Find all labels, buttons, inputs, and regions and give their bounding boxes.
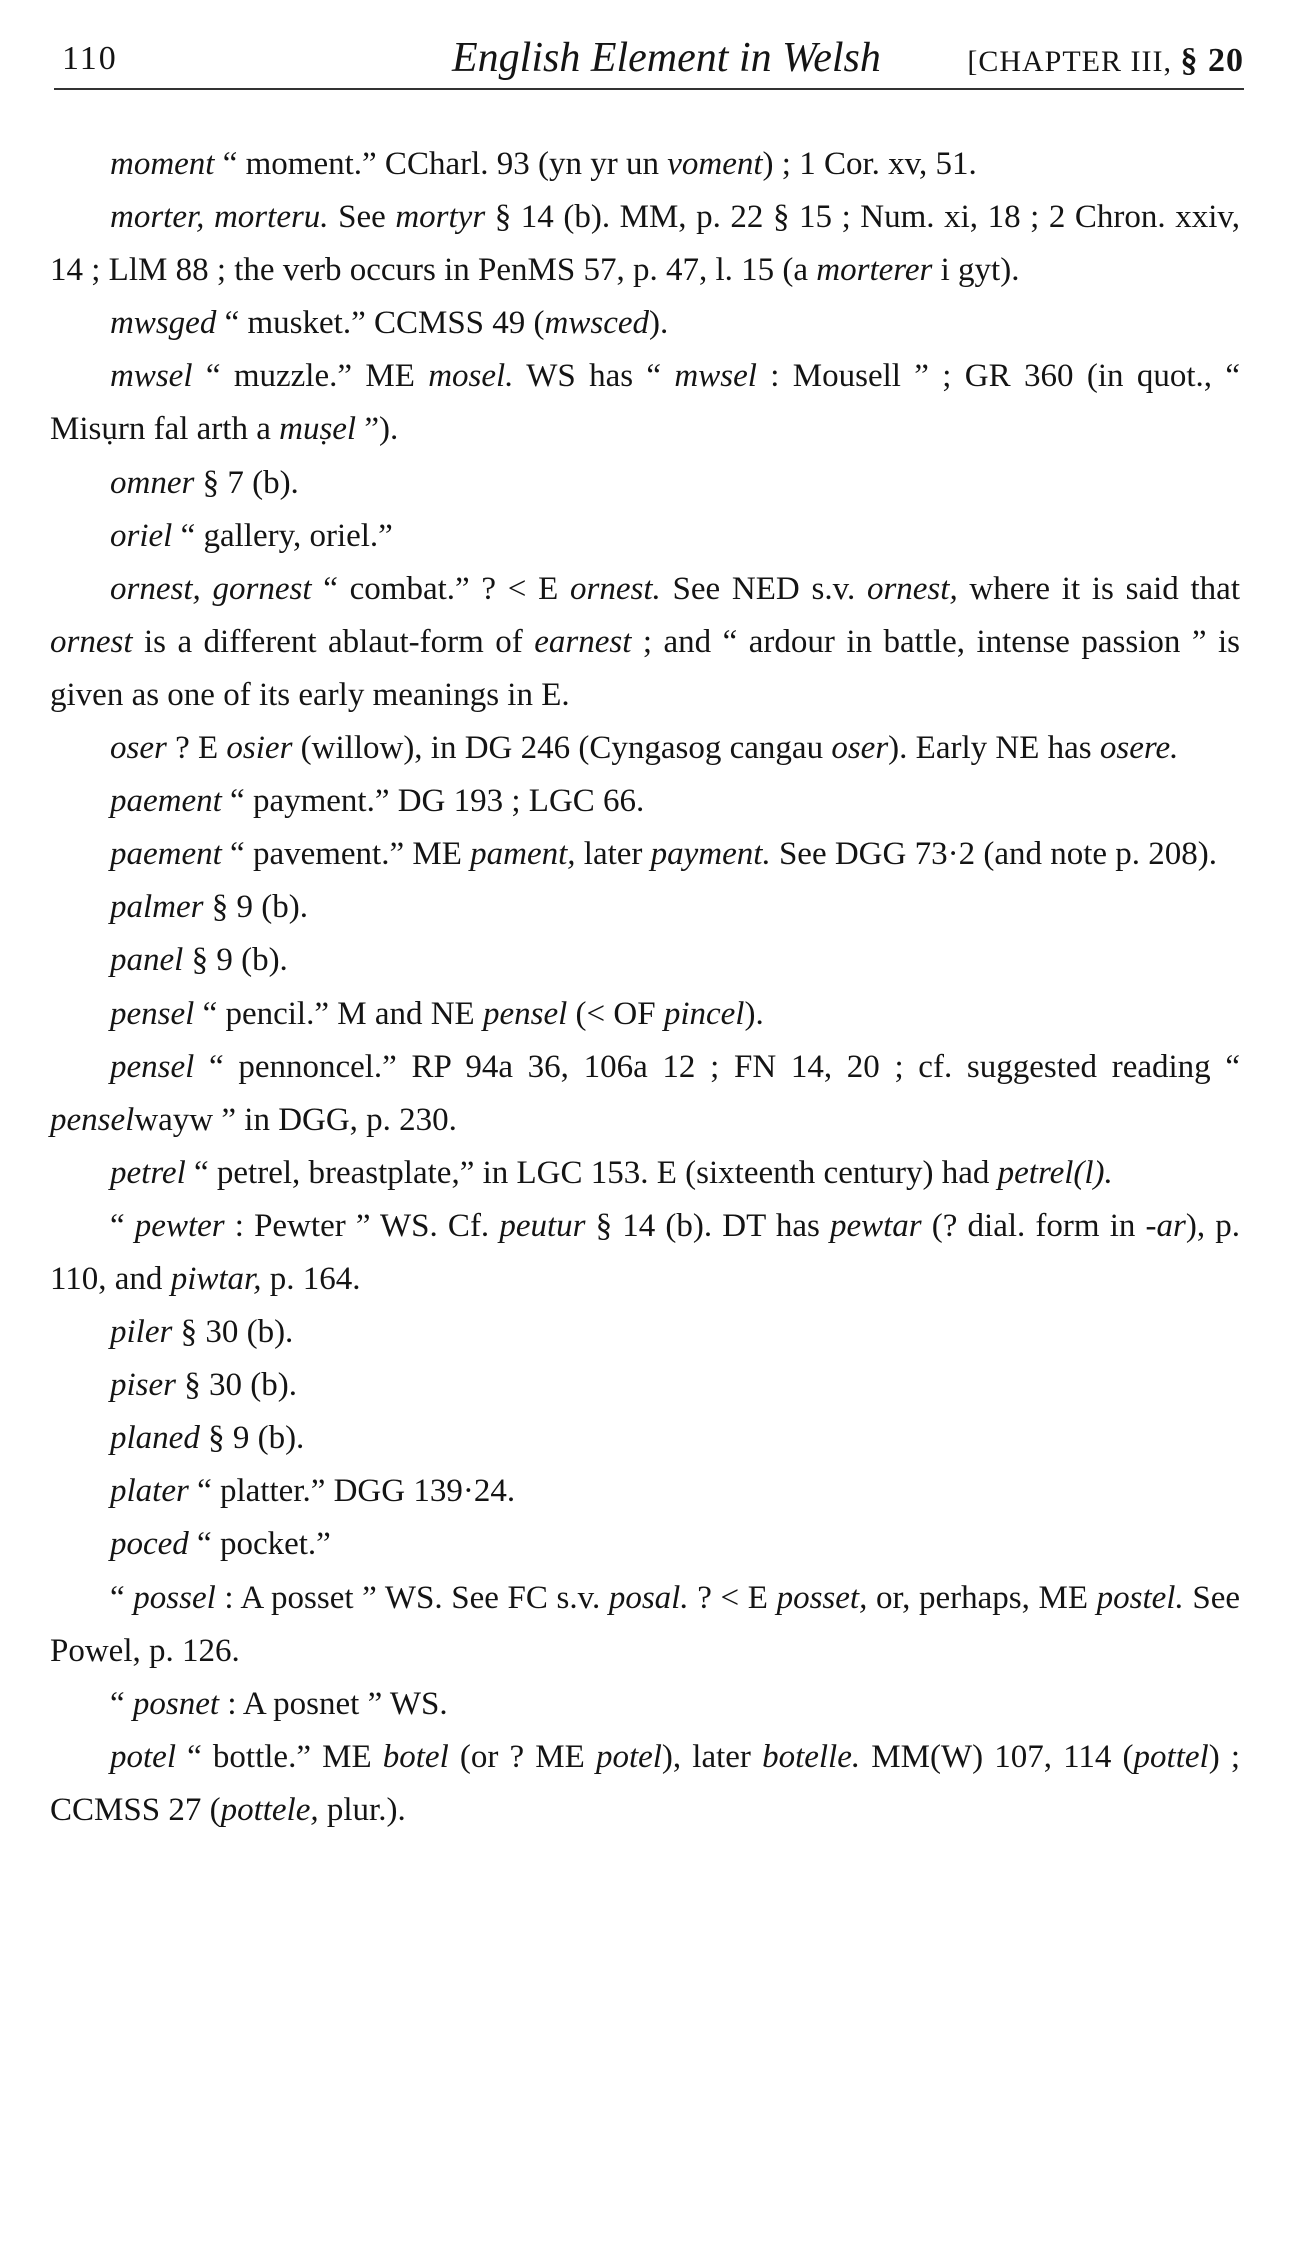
entry-mwsel: mwsel “ muzzle.” ME mosel. WS has “ mwsel : Mousell ” ; GR 360 (in quot., “ Misụrn fal arth a muṣel ”). (50, 358, 1241, 448)
entry-potel: potel “ bottle.” ME botel (or ? ME potel), later botelle. MM(W) 107, 114 (pottel) ; CCMSS 27 (pottele, plur.). (50, 1738, 1241, 1828)
entry-possel: “ possel : A posset ” WS. See FC s.v. posal. ? < E posset, or, perhaps, ME postel. See Powel, p. 126. (50, 1579, 1240, 1669)
entry-mwsged: mwsged “ musket.” CCMSS 49 (mwsced). (110, 305, 669, 342)
entry-oser: oser ? E osier (willow), in DG 246 (Cyngasog cangau oser). Early NE has osere. (110, 730, 1179, 767)
entry-omner: omner § 7 (b). (110, 464, 299, 501)
glossary-entries (50, 138, 1240, 1837)
entry-morter: morter, morteru. See mortyr § 14 (b). MM, p. 22 § 15 ; Num. xi, 18 ; 2 Chron. xxiv, 14 ; LlM 88 ; the verb occurs in PenMS 57, p. 47, l. 15 (a morterer i gyt). (50, 199, 1240, 289)
entry-petrel: petrel “ petrel, breastplate,” in LGC 153. E (sixteenth century) had petrel(l). (110, 1154, 1113, 1191)
entry-posnet: “ posnet : A posnet ” WS. (110, 1685, 448, 1722)
entry-pensel1: pensel “ pencil.” M and NE pensel (< OF pincel). (110, 995, 764, 1032)
running-title: English Element in Welsh (452, 35, 881, 81)
entry-piser: piser § 30 (b). (110, 1367, 297, 1404)
entry-paement2: paement “ pavement.” ME pament, later payment. See DGG 73·2 (and note p. 208). (110, 836, 1218, 873)
running-header (54, 28, 1244, 90)
page-number: 110 (62, 40, 118, 77)
entry-ornest: ornest, gornest “ combat.” ? < E ornest. See NED s.v. ornest, where it is said that ornest is a different ablaut-form of earnest ; and “ ardour in battle, intense passion ” is given as one of its early meanings in E. (50, 570, 1241, 713)
entry-palmer: palmer § 9 (b). (110, 889, 308, 926)
entry-piler: piler § 30 (b). (110, 1314, 294, 1351)
entry-pewter: “ pewter : Pewter ” WS. Cf. peutur § 14 (b). DT has pewtar (? dial. form in -ar), p. 110, and piwtar, p. 164. (50, 1207, 1240, 1297)
section-ref: § 20 (1180, 42, 1244, 79)
entry-oriel: oriel “ gallery, oriel.” (110, 517, 393, 554)
entry-panel: panel § 9 (b). (110, 942, 288, 979)
entry-poced: poced “ pocket.” (110, 1526, 331, 1563)
entry-paement1: paement “ payment.” DG 193 ; LGC 66. (110, 783, 645, 820)
entry-planed: planed § 9 (b). (110, 1420, 305, 1457)
chapter-ref-text: [CHAPTER III, (967, 45, 1172, 78)
entry-plater: plater “ platter.” DGG 139·24. (110, 1473, 516, 1510)
chapter-reference (967, 42, 1244, 80)
entry-moment: moment “ moment.” CCharl. 93 (yn yr un voment) ; 1 Cor. xv, 51. (110, 146, 977, 182)
entry-pensel2: pensel “ pennoncel.” RP 94a 36, 106a 12 ; FN 14, 20 ; cf. suggested reading “ penselwayw ” in DGG, p. 230. (50, 1048, 1240, 1138)
